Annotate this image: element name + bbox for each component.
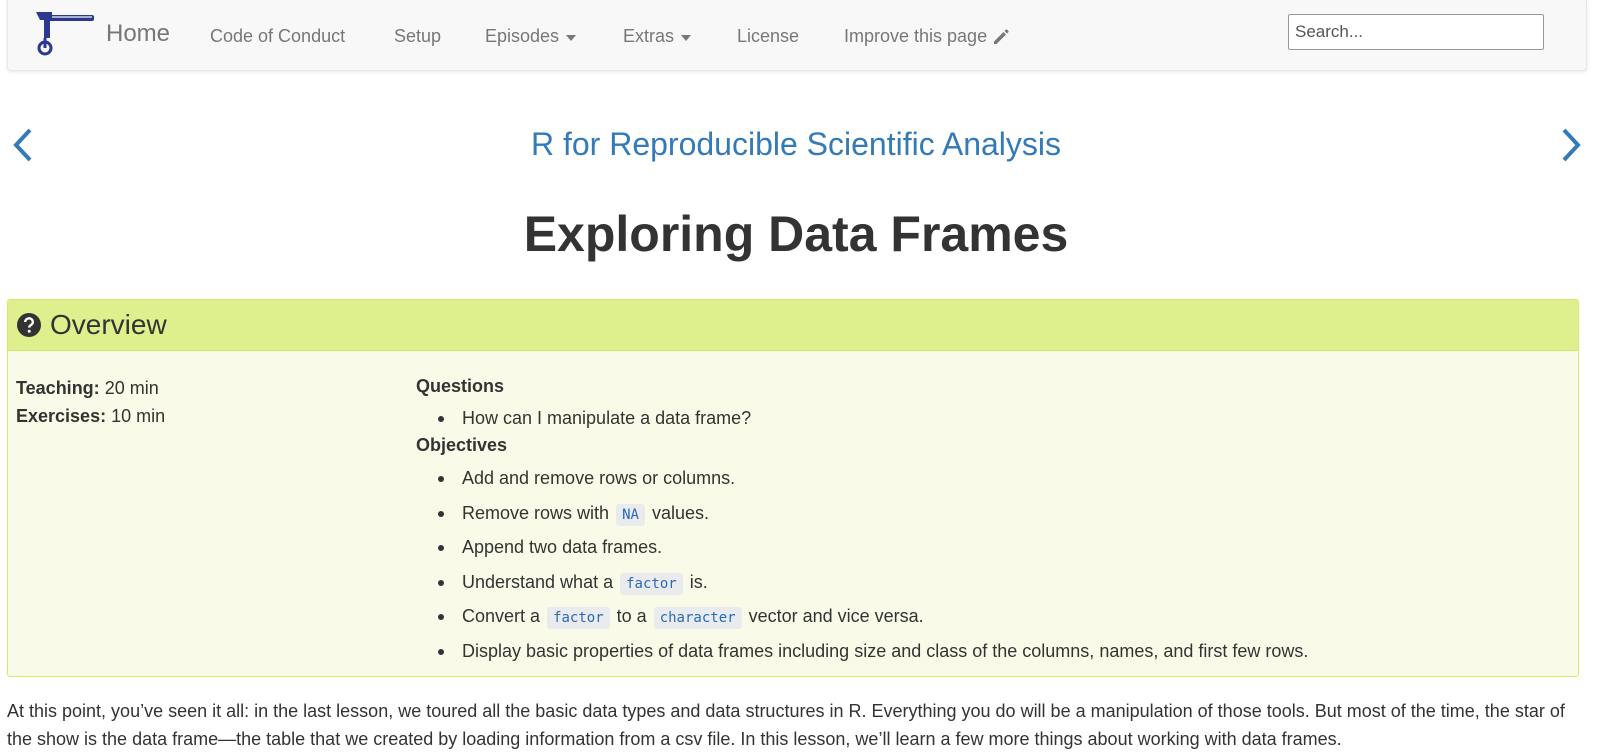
list-item: How can I manipulate a data frame? [416,402,1308,433]
navbar [7,0,1587,71]
list-item [416,600,1308,635]
objectives-heading: Objectives [416,435,508,455]
page-title: Exploring Data Frames [523,206,1069,262]
hammer-logo-icon[interactable] [30,8,96,60]
nav-extras-dropdown[interactable] [623,26,691,47]
exercises-value: 10 min [111,406,166,426]
text: values. [651,502,709,523]
text: Remove rows with [462,502,610,523]
overview-panel [7,299,1579,677]
code-character: character [654,607,742,629]
nav-label: License [737,26,800,46]
nav-license[interactable] [737,26,799,47]
code-factor: factor [547,607,610,629]
text: Convert a [462,606,541,626]
nav-episodes-dropdown[interactable] [485,26,576,47]
text: Understand what a [462,571,614,592]
nav-improve-page[interactable] [844,26,1011,47]
nav-setup[interactable] [394,26,441,47]
text: vector and vice versa. [748,606,924,626]
text: is. [689,571,708,592]
caret-down-icon [566,35,576,41]
list-item [416,497,1308,532]
overview-header [8,300,1578,351]
code-factor: factor [620,573,683,595]
question-circle-icon [17,313,41,337]
intro-paragraph: At this point, you’ve seen it all: in the last lesson, we toured all the basic data types and data structures in R. Everything you do will be a manipulation of those tools. But most of the time, the star of the show is the data frame—the table that we created by loading information from a csv file. In this lesson, we’ll learn a few more things about working with data frames. [7,701,1565,749]
timing-info [16,374,165,430]
text: to a [616,606,647,626]
nav-label: Extras [623,26,675,46]
teaching-time [16,374,165,402]
nav-label: Improve this page [844,26,988,46]
nav-label: Episodes [485,26,560,46]
list-item [416,566,1308,601]
questions-heading: Questions [416,376,505,396]
list-item: Append two data frames. [416,531,1308,566]
lesson-title-link[interactable]: R for Reproducible Scientific Analysis [530,126,1061,162]
teaching-value: 20 min [104,378,159,398]
questions-list [416,402,1308,433]
caret-down-icon [681,35,691,41]
exercises-label: Exercises: [16,406,107,426]
nav-code-of-conduct[interactable] [210,26,345,47]
list-item: Display basic properties of data frames including size and class of the columns, names, and first few rows. [416,635,1308,670]
nav-label: Code of Conduct [210,26,346,46]
list-item: Add and remove rows or columns. [416,462,1308,497]
code-na: NA [616,504,645,526]
exercises-time [16,402,165,430]
teaching-label: Teaching: [16,378,100,398]
search-input[interactable] [1288,14,1544,50]
chevron-right-icon[interactable] [1560,126,1584,164]
objectives-list [416,462,1308,669]
nav-label: Setup [394,26,442,46]
home-link[interactable]: Home [106,20,171,47]
overview-title: Overview [50,309,167,340]
questions-objectives [416,374,1308,669]
pencil-icon [991,27,1011,47]
